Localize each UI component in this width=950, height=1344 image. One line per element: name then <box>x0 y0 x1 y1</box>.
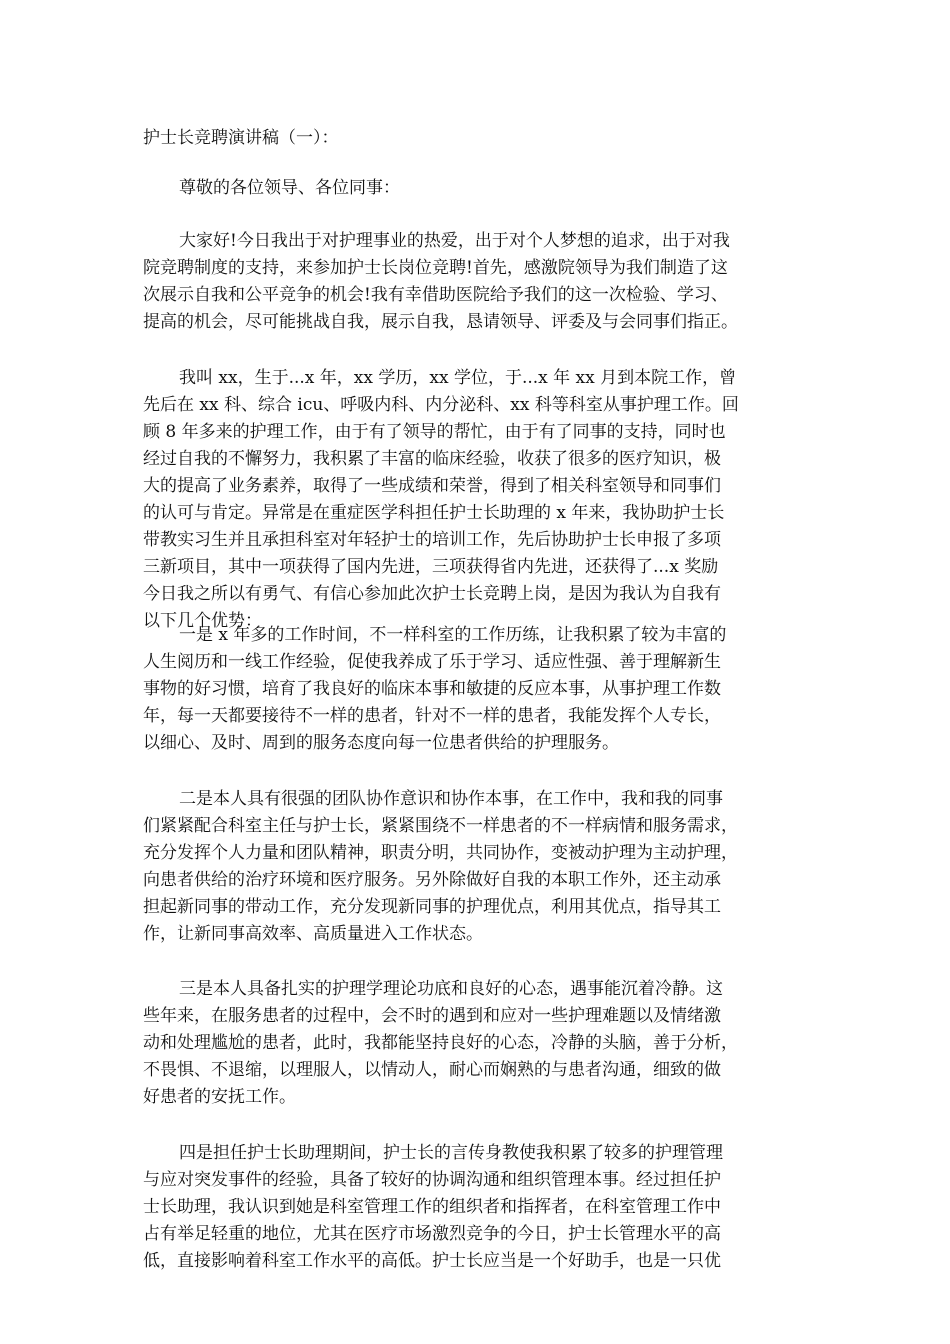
paragraph-1 <box>143 228 813 336</box>
paragraph-line: 先后在 xx 科、综合 icu、呼吸内科、内分泌科、xx 科等科室从事护理工作。回 <box>143 395 739 415</box>
paragraph-line: 的认可与肯定。异常是在重症医学科担任护士长助理的 x 年来，我协助护士长 <box>143 503 725 523</box>
paragraph-line: 三新项目，其中一项获得了国内先进，三项获得省内先进，还获得了...x 奖励 <box>143 557 719 577</box>
paragraph-line: 大的提高了业务素养，取得了一些成绩和荣誉，得到了相关科室领导和同事们 <box>143 476 721 496</box>
paragraph-line: 以下几个优势： <box>143 611 262 631</box>
paragraph-line: 作，让新同事高效率、高质量进入工作状态。 <box>143 924 483 944</box>
document-title <box>143 125 813 152</box>
paragraph-line: 人生阅历和一线工作经验，促使我养成了乐于学习、适应性强、善于理解新生 <box>143 652 721 672</box>
paragraph-line: 担起新同事的带动工作，充分发现新同事的护理优点，利用其优点，指导其工 <box>143 897 721 917</box>
paragraph-3 <box>143 622 813 757</box>
paragraph-line: 一是 x 年多的工作时间，不一样科室的工作历练，让我积累了较为丰富的 <box>179 625 727 645</box>
paragraph-5 <box>143 976 813 1111</box>
paragraph-line: 动和处理尴尬的患者，此时，我都能坚持良好的心态，冷静的头脑，善于分析， <box>143 1033 738 1053</box>
paragraph-line: 院竞聘制度的支持，来参加护士长岗位竞聘!首先，感激院领导为我们制造了这 <box>143 258 728 278</box>
paragraph-line: 士长助理，我认识到她是科室管理工作的组织者和指挥者，在科室管理工作中 <box>143 1197 721 1217</box>
paragraph-line: 顾 8 年多来的护理工作，由于有了领导的帮忙，由于有了同事的支持，同时也 <box>143 422 726 442</box>
paragraph-line: 今日我之所以有勇气、有信心参加此次护士长竞聘上岗，是因为我认为自我有 <box>143 584 721 604</box>
paragraph-line: 年，每一天都要接待不一样的患者，针对不一样的患者，我能发挥个人专长， <box>143 706 721 726</box>
paragraph-line: 提高的机会，尽可能挑战自我，展示自我，恳请领导、评委及与会同事们指正。 <box>143 312 738 332</box>
paragraph-line: 次展示自我和公平竞争的机会!我有幸借助医院给予我们的这一次检验、学习、 <box>143 285 728 305</box>
paragraph-line: 占有举足轻重的地位，尤其在医疗市场激烈竞争的今日，护士长管理水平的高 <box>143 1224 721 1244</box>
paragraph-line: 带教实习生并且承担科室对年轻护士的培训工作，先后协助护士长申报了多项 <box>143 530 721 550</box>
paragraph-line: 向患者供给的治疗环境和医疗服务。另外除做好自我的本职工作外，还主动承 <box>143 870 721 890</box>
title-line: 护士长竞聘演讲稿（一）： <box>143 128 339 148</box>
salutation <box>143 175 813 202</box>
paragraph-line: 经过自我的不懈努力，我积累了丰富的临床经验，收获了很多的医疗知识，极 <box>143 449 721 469</box>
paragraph-6 <box>143 1140 813 1275</box>
paragraph-line: 四是担任护士长助理期间，护士长的言传身教使我积累了较多的护理管理 <box>179 1143 723 1163</box>
paragraph-line: 事物的好习惯，培育了我良好的临床本事和敏捷的反应本事，从事护理工作数 <box>143 679 721 699</box>
paragraph-line: 二是本人具有很强的团队协作意识和协作本事，在工作中，我和我的同事 <box>179 789 723 809</box>
paragraph-2 <box>143 365 813 635</box>
paragraph-line: 与应对突发事件的经验，具备了较好的协调沟通和组织管理本事。经过担任护 <box>143 1170 721 1190</box>
paragraph-line: 大家好!今日我出于对护理事业的热爱，出于对个人梦想的追求，出于对我 <box>179 231 730 251</box>
paragraph-4 <box>143 786 813 948</box>
salutation-line: 尊敬的各位领导、各位同事： <box>179 178 400 198</box>
paragraph-line: 我叫 xx，生于...x 年，xx 学历，xx 学位，于...x 年 xx 月到本院工作，曾 <box>179 368 737 388</box>
paragraph-line: 充分发挥个人力量和团队精神，职责分明，共同协作，变被动护理为主动护理， <box>143 843 738 863</box>
paragraph-line: 们紧紧配合科室主任与护士长，紧紧围绕不一样患者的不一样病情和服务需求， <box>143 816 738 836</box>
paragraph-line: 不畏惧、不退缩，以理服人，以情动人，耐心而娴熟的与患者沟通，细致的做 <box>143 1060 721 1080</box>
paragraph-line: 好患者的安抚工作。 <box>143 1087 296 1107</box>
paragraph-line: 低，直接影响着科室工作水平的高低。护士长应当是一个好助手，也是一只优 <box>143 1251 721 1271</box>
paragraph-line: 以细心、及时、周到的服务态度向每一位患者供给的护理服务。 <box>143 733 619 753</box>
paragraph-line: 些年来，在服务患者的过程中，会不时的遇到和应对一些护理难题以及情绪激 <box>143 1006 721 1026</box>
paragraph-line: 三是本人具备扎实的护理学理论功底和良好的心态，遇事能沉着冷静。这 <box>179 979 723 999</box>
